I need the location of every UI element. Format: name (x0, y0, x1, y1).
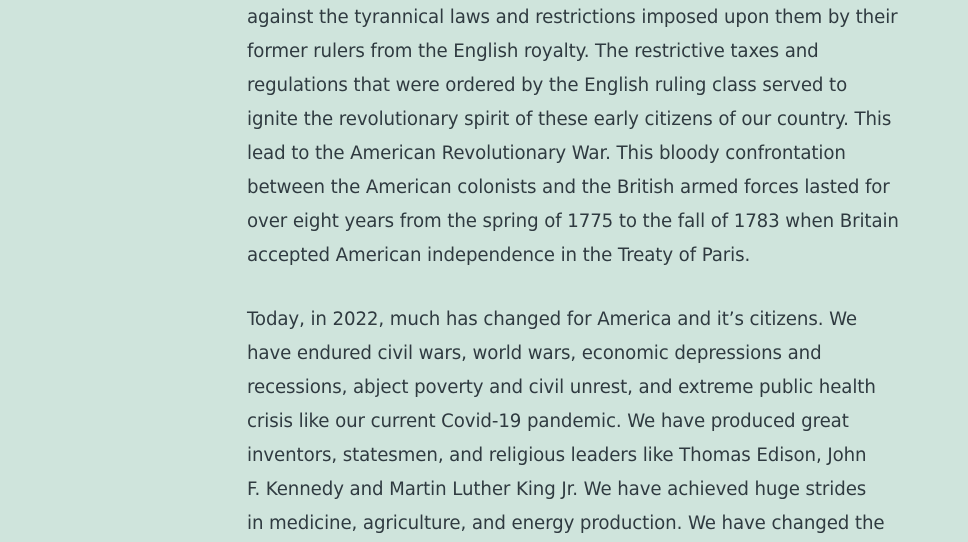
text-line: in medicine, agriculture, and energy production. We have changed the (247, 513, 885, 534)
article-body (247, 1, 899, 541)
text-line: F. Kennedy and Martin Luther King Jr. We have achieved huge strides (247, 479, 867, 500)
text-line: crisis like our current Covid-19 pandemic. We have produced great (247, 411, 849, 432)
paragraph-spacing (247, 273, 867, 303)
text-line: lead to the American Revolutionary War. This bloody confrontation (247, 143, 846, 164)
text-line: against the tyrannical laws and restrictions imposed upon them by their (247, 7, 898, 28)
paragraph-today (247, 303, 885, 541)
text-line: former rulers from the English royalty. The restrictive taxes and (247, 41, 819, 62)
text-line: recessions, abject poverty and civil unrest, and extreme public health (247, 377, 876, 398)
text-line: have endured civil wars, world wars, economic depressions and (247, 343, 822, 364)
text-line: Today, in 2022, much has changed for America and it’s citizens. We (247, 309, 857, 330)
text-line: ignite the revolutionary spirit of these early citizens of our country. This (247, 109, 892, 130)
text-line: regulations that were ordered by the English ruling class served to (247, 75, 848, 96)
paragraph-revolution (247, 1, 899, 273)
text-line: over eight years from the spring of 1775 to the fall of 1783 when Britain (247, 211, 899, 232)
text-line: inventors, statesmen, and religious leaders like Thomas Edison, John (247, 445, 867, 466)
text-line: between the American colonists and the British armed forces lasted for (247, 177, 890, 198)
text-line: accepted American independence in the Treaty of Paris. (247, 245, 751, 266)
